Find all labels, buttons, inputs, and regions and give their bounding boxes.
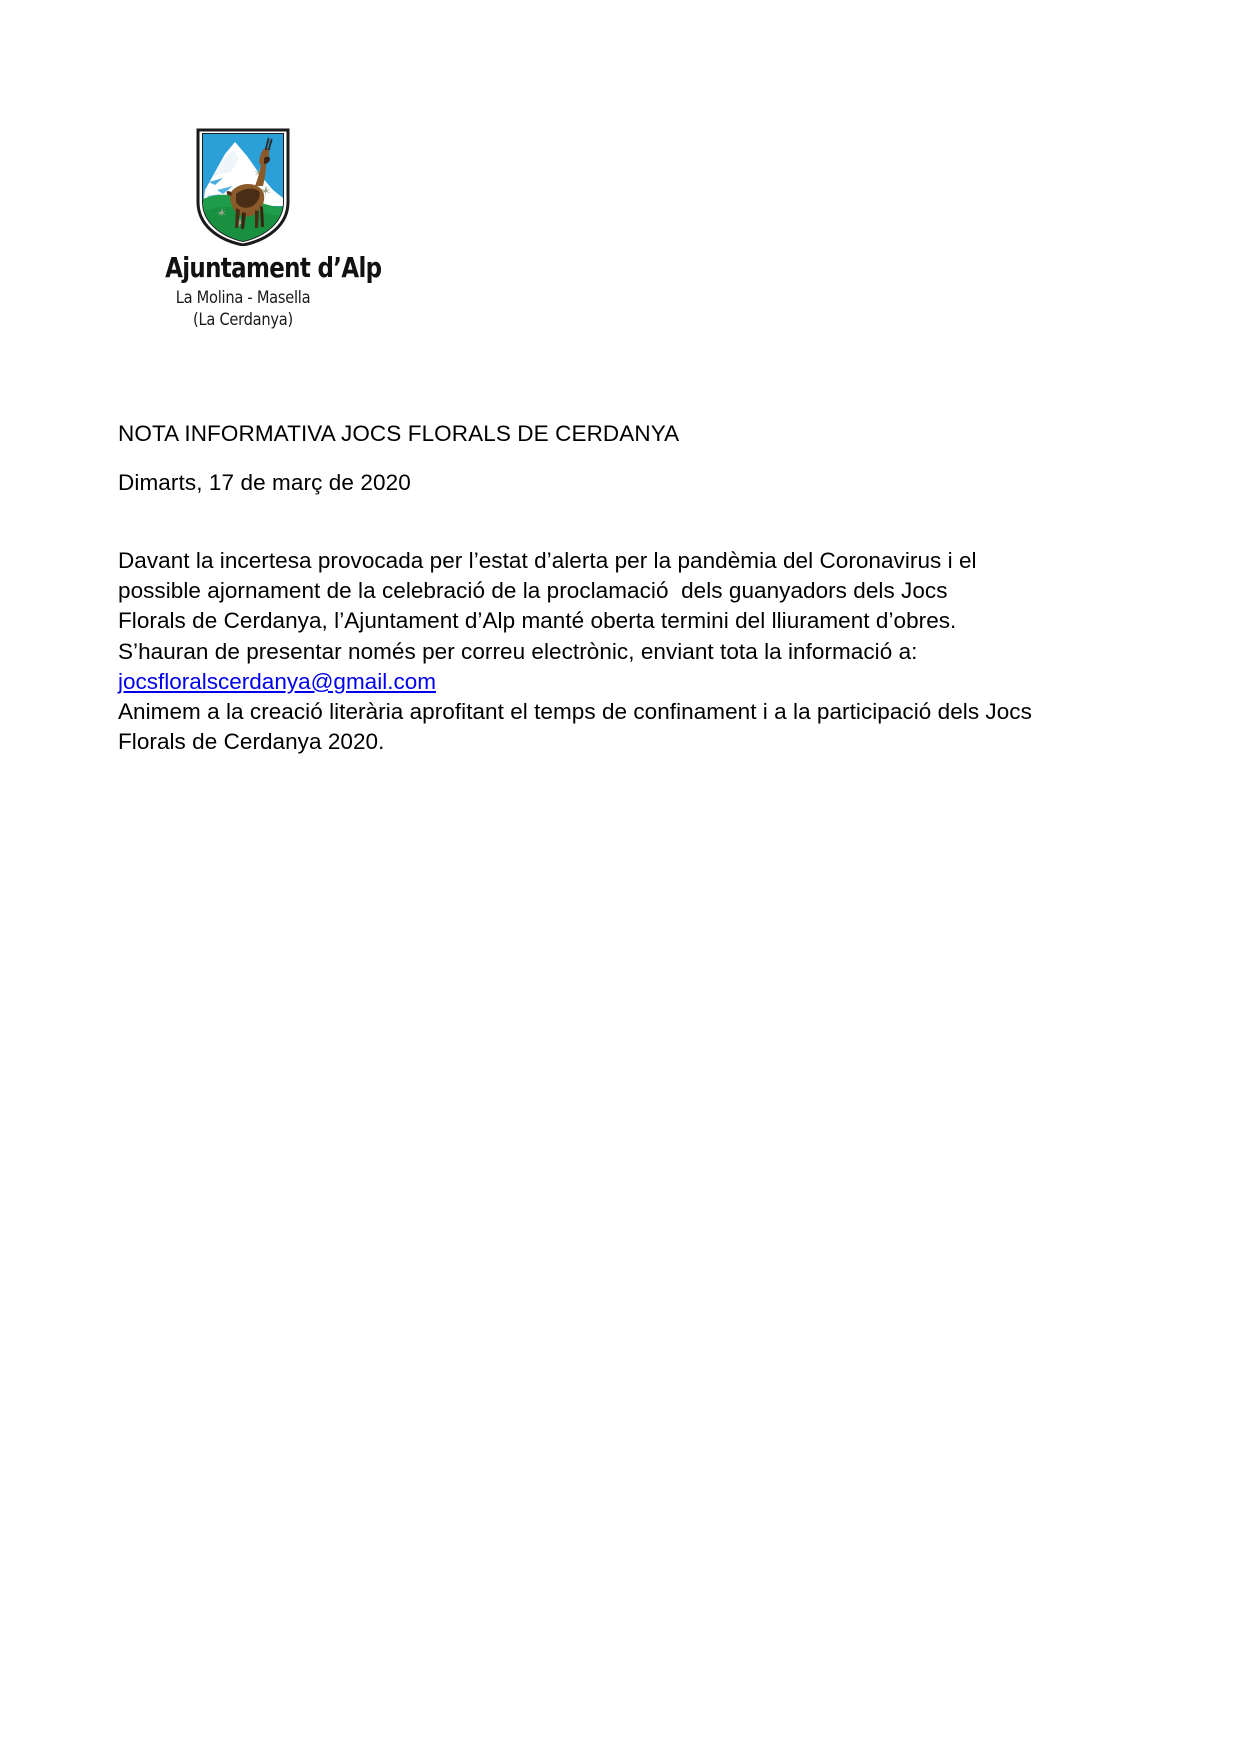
body-paragraph-line: Florals de Cerdanya, l’Ajuntament d’Alp manté oberta termini del lliurament d’obres. <box>118 608 957 634</box>
body-paragraph-line: possible ajornament de la celebració de la proclamació dels guanyadors dels Jocs <box>118 578 948 604</box>
letterhead <box>148 128 382 330</box>
email-link[interactable]: jocsfloralscerdanya@gmail.com <box>118 668 436 694</box>
organization-subtitle-towns: La Molina - Masella <box>175 287 311 308</box>
body-paragraph-line: Animem a la creació literària aprofitant el temps de confinament i a la participació dels Jocs <box>118 699 1032 725</box>
email-line <box>118 667 1078 697</box>
organization-subtitle-region: (La Cerdanya) <box>193 309 293 330</box>
body-paragraph-line: S’hauran de presentar només per correu electrònic, enviant tota la informació a: <box>118 638 918 664</box>
document-title: NOTA INFORMATIVA JOCS FLORALS DE CERDANYA <box>118 421 680 446</box>
body-paragraph-line: Davant la incertesa provocada per l’estat d’alerta per la pandèmia del Coronavirus i el <box>118 548 977 573</box>
document-date: Dimarts, 17 de març de 2020 <box>118 470 411 495</box>
body-paragraph-line: Florals de Cerdanya 2020. <box>118 729 385 755</box>
organization-name: Ajuntament d’Alp <box>165 251 382 284</box>
coat-of-arms-icon <box>195 128 291 246</box>
document-body <box>118 546 1078 757</box>
